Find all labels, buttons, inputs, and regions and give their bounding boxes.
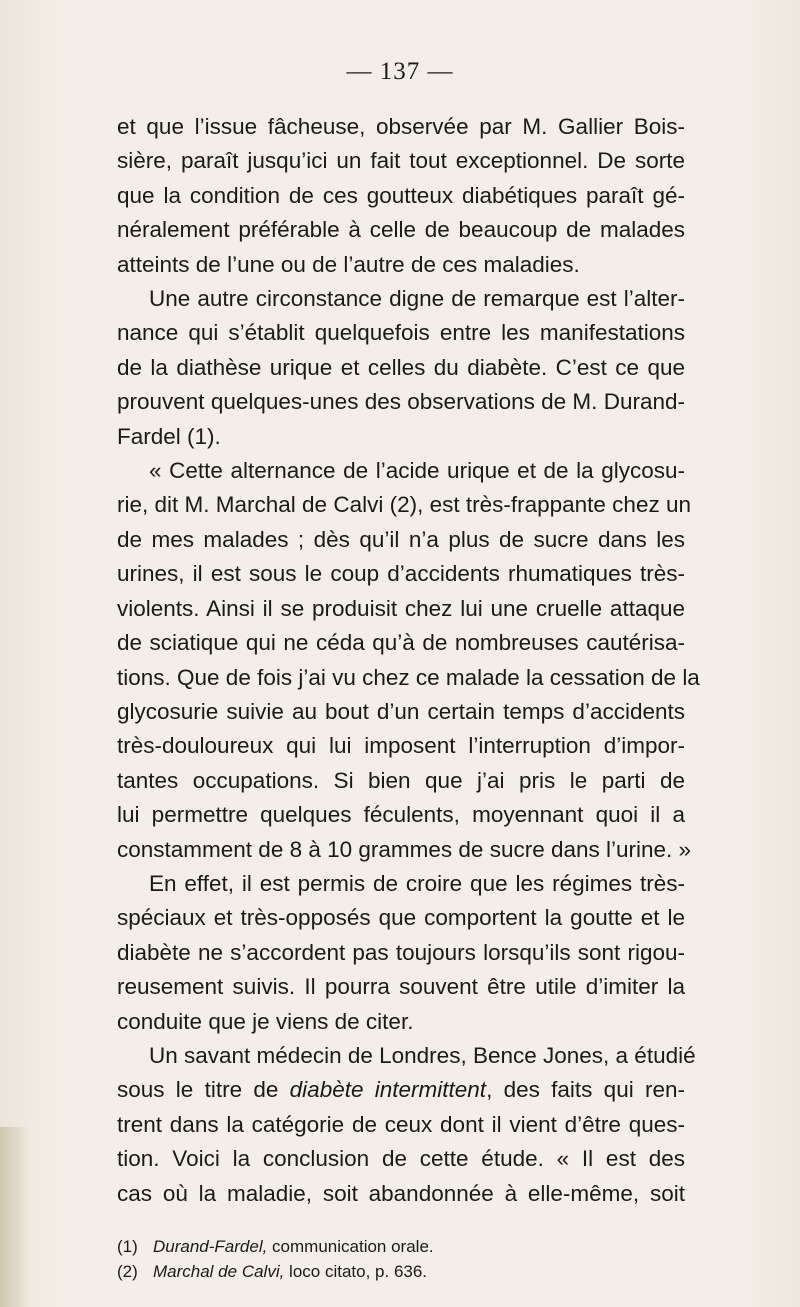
footnote-1 (117, 1234, 685, 1259)
footnote-mark: (1) (117, 1237, 138, 1256)
text-line: de mes malades ; dès qu’il n’a plus de sucre dans les (117, 526, 685, 552)
text-line: Un savant médecin de Londres, Bence Jones, a étudié (149, 1042, 696, 1068)
page-number: — 137 — (346, 58, 454, 85)
text-line: Fardel (1). (117, 423, 221, 449)
text-line: de la diathèse urique et celles du diabète. C’est ce que (117, 354, 685, 380)
text-line: « Cette alternance de l’acide urique et de la glycosu- (149, 458, 685, 484)
footnote-mark: (2) (117, 1262, 138, 1281)
text-line: tantes occupations. Si bien que j’ai pris le parti de (117, 767, 685, 793)
text-line: que la condition de ces goutteux diabétiques paraît gé- (117, 182, 685, 208)
text-line: glycosurie suivie au bout d’un certain temps d’accidents (117, 698, 685, 724)
page-stain (0, 1127, 30, 1307)
text-line: urines, il est sous le coup d’accidents rhumatiques très- (117, 561, 685, 587)
text-line: violents. Ainsi il se produisit chez lui une cruelle attaque (117, 595, 685, 621)
text-line: sous le titre de diabète intermittent, des faits qui ren- (117, 1077, 685, 1103)
text-line: néralement préférable à celle de beaucoup de malades (117, 217, 685, 243)
text-line: tion. Voici la conclusion de cette étude. « Il est des (117, 1146, 685, 1172)
text-line: et que l’issue fâcheuse, observée par M. Gallier Bois- (117, 114, 685, 139)
text-line: En effet, il est permis de croire que les régimes très- (149, 870, 685, 896)
text-line: constamment de 8 à 10 grammes de sucre dans l’urine. » (117, 836, 692, 862)
text-line: tions. Que de fois j’ai vu chez ce malade la cessation de la (117, 664, 700, 690)
text-line: Une autre circonstance digne de remarque est l’alter- (149, 286, 685, 312)
footnote-text: loco citato, p. 636. (284, 1262, 428, 1281)
text-line: cas où la maladie, soit abandonnée à elle-même, soit (117, 1180, 685, 1206)
text-line: sière, paraît jusqu’ici un fait tout exceptionnel. De sorte (117, 148, 685, 174)
text-line: très-douloureux qui lui imposent l’interruption d’impor- (117, 733, 685, 759)
text-line: diabète ne s’accordent pas toujours lorsqu’ils sont rigou- (117, 939, 685, 965)
text-line: reusement suivis. Il pourra souvent être utile d’imiter la (117, 974, 685, 1000)
italic-title: diabète intermittent (289, 1077, 487, 1103)
text-line: prouvent quelques-unes des observations de M. Durand- (117, 389, 685, 415)
text-line: atteints de l’une ou de l’autre de ces maladies. (117, 251, 580, 277)
footnote-author: Durand-Fardel, (153, 1237, 268, 1256)
footnotes (117, 1234, 685, 1284)
text-line: spéciaux et très-opposés que comportent la goutte et le (117, 905, 685, 931)
footnote-2 (117, 1259, 685, 1284)
footnote-text: communication orale. (267, 1237, 434, 1256)
text-line: de sciatique qui ne céda qu’à de nombreuses cautérisa- (117, 630, 685, 656)
text-line: conduite que je viens de citer. (117, 1008, 414, 1034)
footnote-author: Marchal de Calvi, (153, 1262, 285, 1281)
text-line: trent dans la catégorie de ceux dont il vient d’être ques- (117, 1111, 685, 1137)
text-line: rie, dit M. Marchal de Calvi (2), est très-frappante chez un (117, 492, 691, 518)
text-line: nance qui s’établit quelquefois entre les manifestations (117, 320, 685, 346)
body-text (117, 110, 700, 1211)
text-line: lui permettre quelques féculents, moyennant quoi il a (117, 802, 685, 828)
paragraphs (117, 110, 700, 1211)
